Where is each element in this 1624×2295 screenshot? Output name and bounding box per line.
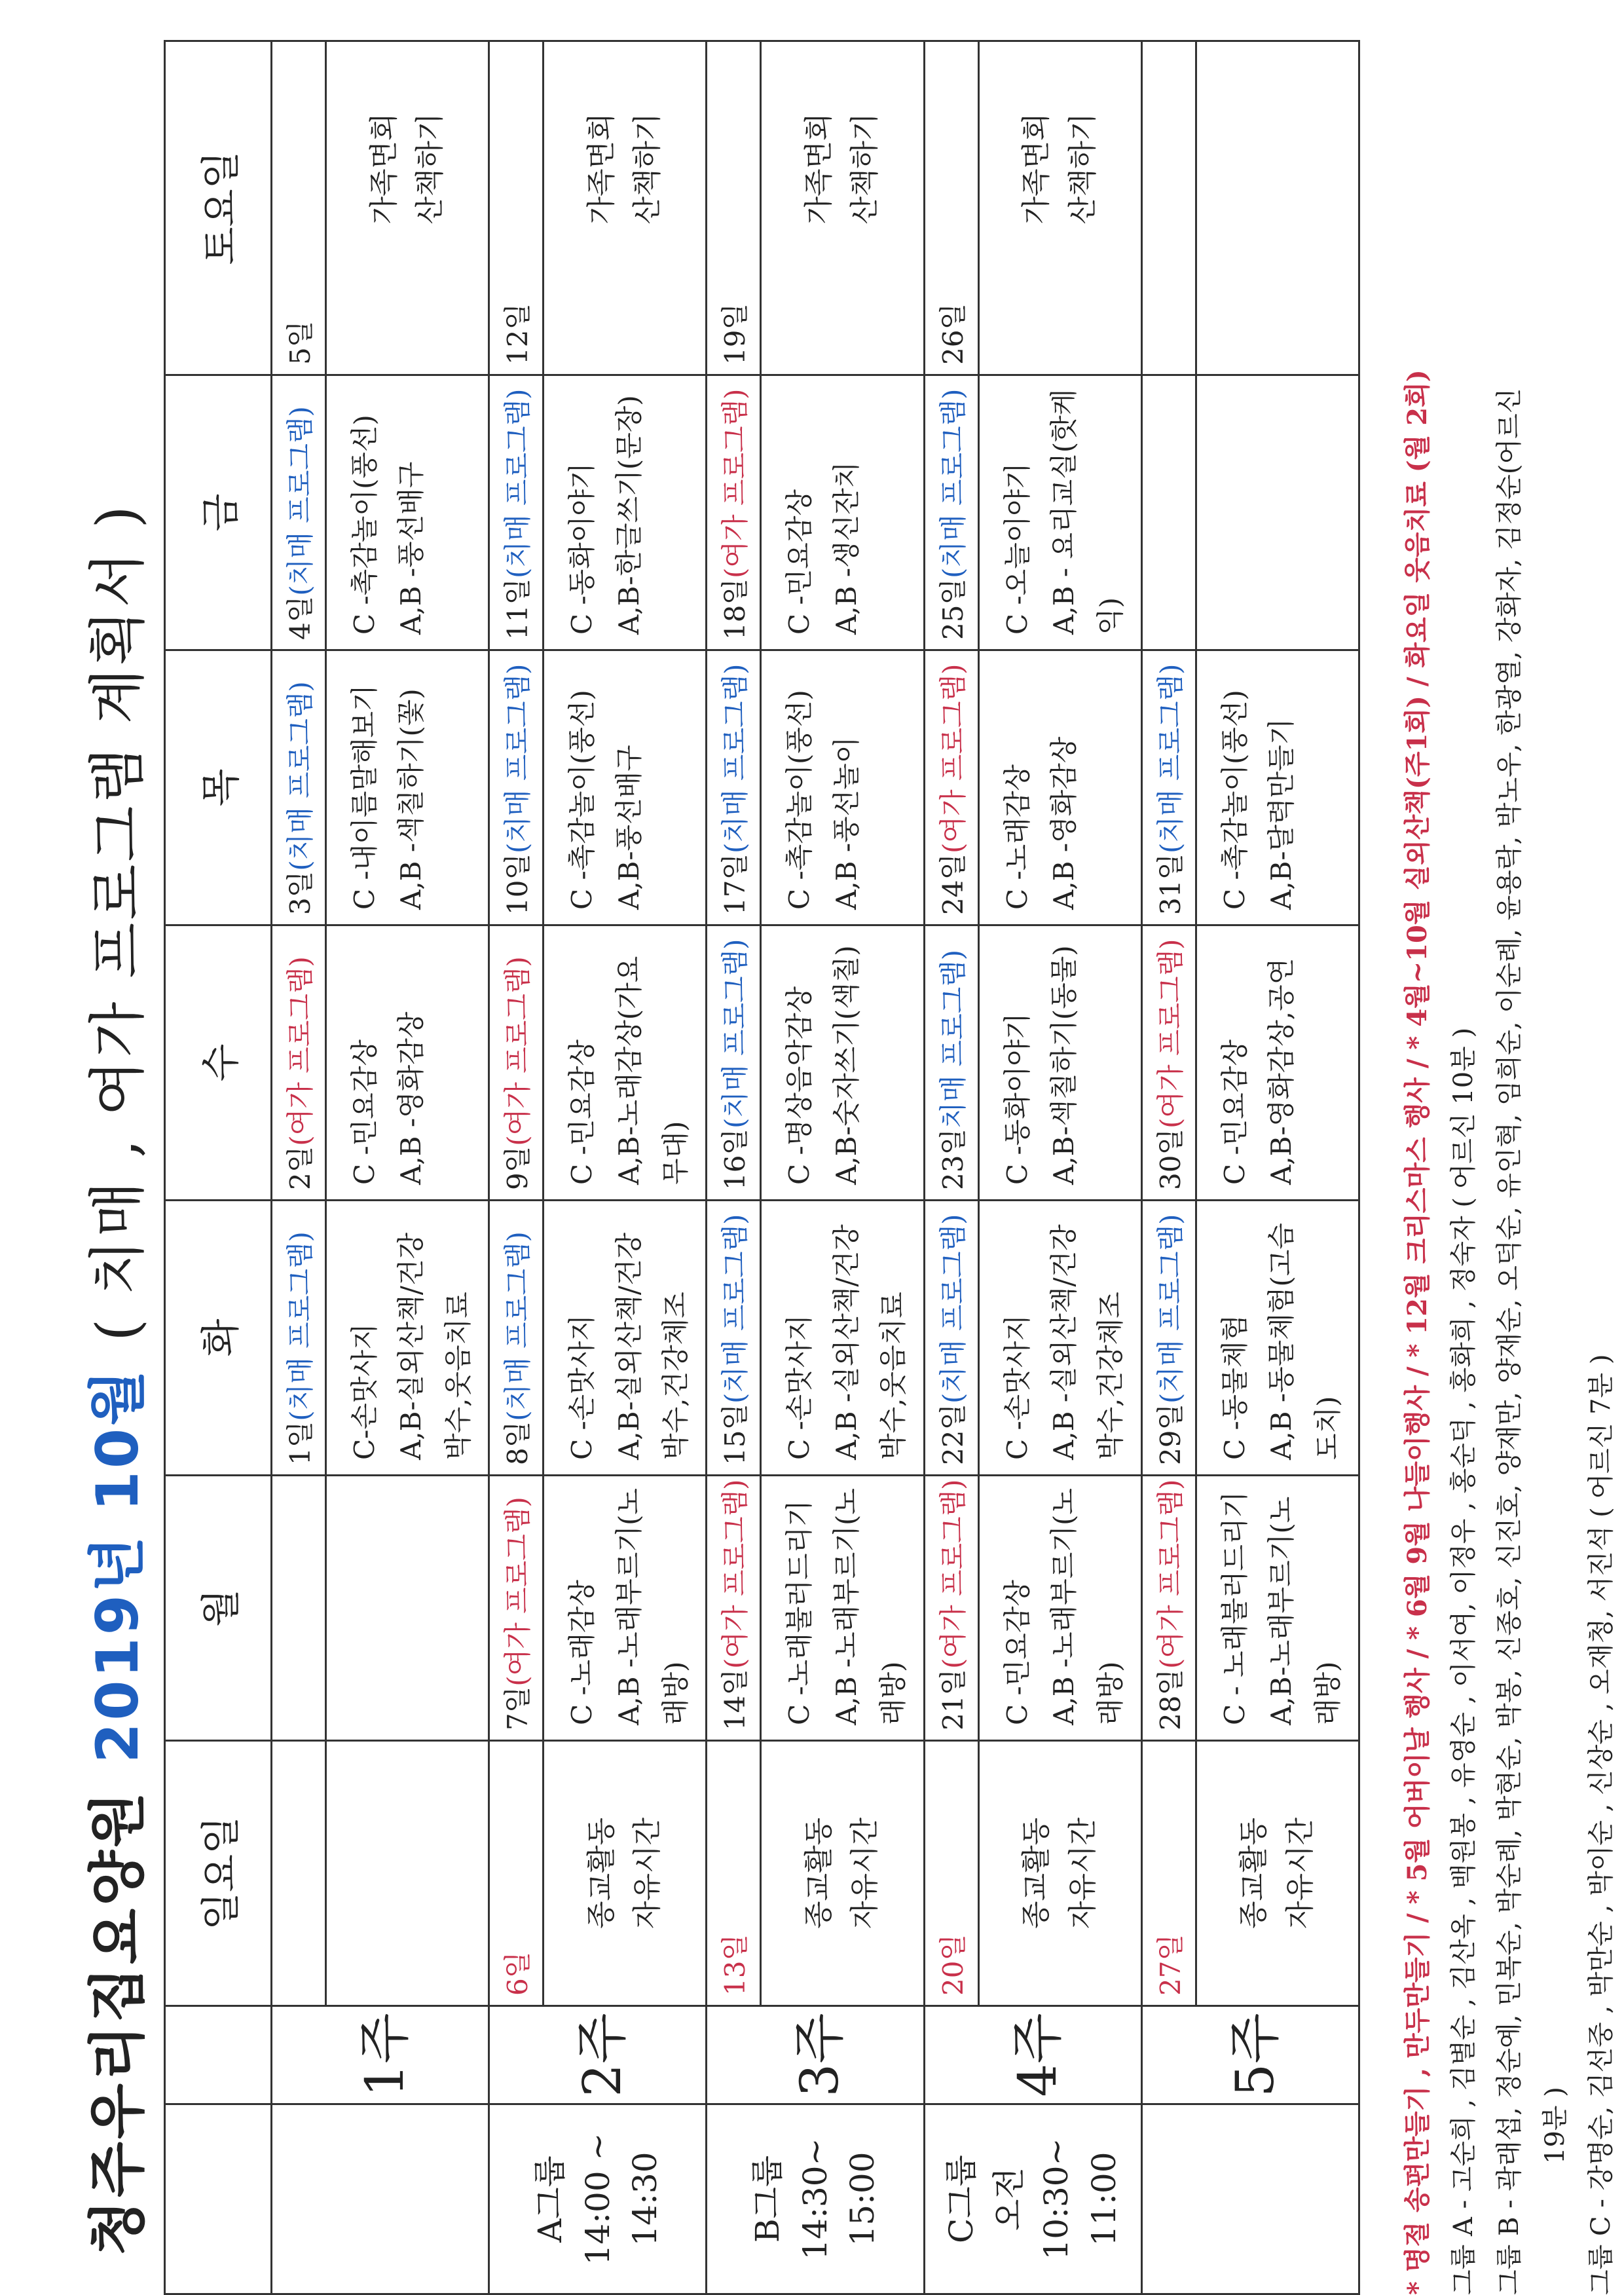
day-date: 4일	[284, 595, 316, 640]
notes-group-b-cont: 19분 )	[1540, 2087, 1570, 2164]
activity-cell: C -민요감상 A,B -영화감상	[326, 925, 489, 1201]
group-cell-blank	[272, 2104, 489, 2294]
activity-cell: C -오늘이야기 A,B - 요리교실(핫케 익)	[978, 375, 1141, 650]
date-row	[707, 41, 761, 2294]
day-date-cell	[1141, 650, 1196, 925]
day-date: 1일	[284, 1421, 316, 1465]
saturday-activity: 가족면회 산책하기	[326, 41, 489, 375]
group-cell	[707, 2104, 924, 2294]
group-cell	[1141, 2104, 1359, 2294]
day-date-cell	[1141, 1741, 1196, 2006]
activity-cell: C -손맛사지 A,B-실외산책/건강 박수,건강체조	[544, 1201, 707, 1476]
day-date-cell	[924, 41, 978, 375]
corner-cell	[165, 2104, 272, 2294]
program-tag: (치매 프로그램)	[936, 1214, 969, 1404]
activity-row	[544, 41, 707, 2294]
activity-cell: C -촉감놀이(풍선) A,B-달력만들기	[1196, 650, 1359, 925]
sunday-activity: 종교활동 자유시간	[978, 1741, 1141, 2006]
program-tag: (치매 프로그램)	[719, 939, 752, 1129]
day-date-cell	[1141, 1201, 1196, 1476]
day-date: 18일	[719, 578, 752, 640]
day-date: 22일	[936, 1403, 969, 1465]
activity-cell: C -노래불러드리기 A,B -노래부르기(노 래방)	[761, 1476, 924, 1741]
day-date: 23일	[936, 1128, 969, 1190]
program-tag: (여가 프로그램)	[502, 956, 534, 1146]
program-tag: (여가 프로그램)	[936, 663, 969, 853]
day-date-cell	[489, 1476, 544, 1741]
program-tag: (치매 프로그램)	[1154, 663, 1187, 853]
activity-cell: C -촉감놀이(풍선) A,B-풍선배구	[544, 650, 707, 925]
activity-cell: C -민요감상 A,B-영화감상,공연	[1196, 925, 1359, 1201]
program-tag: (치매 프로그램)	[284, 681, 316, 871]
day-date: 5일	[284, 320, 316, 365]
day-date-cell	[1141, 375, 1196, 650]
activity-cell	[326, 1476, 489, 1741]
activity-row	[1196, 41, 1359, 2294]
corner-cell-2	[165, 2006, 272, 2104]
day-date: 2일	[284, 1146, 316, 1190]
activity-cell: C -민요감상 A,B-노래감상(가요 무대)	[544, 925, 707, 1201]
day-date: 7일	[502, 1686, 534, 1730]
day-date: 17일	[719, 853, 752, 915]
program-tag: (여가 프로그램)	[502, 1497, 534, 1687]
week-label: 3주	[707, 2006, 924, 2104]
day-date-cell	[924, 650, 978, 925]
schedule-table	[164, 40, 1360, 2295]
day-date: 11일	[502, 578, 534, 640]
date-row	[924, 41, 978, 2294]
day-date-cell	[272, 41, 326, 375]
header-day: 일요일	[165, 1741, 272, 2006]
activity-cell: C -명상음악감상 A,B-숫자쓰기(색칠)	[761, 925, 924, 1201]
day-date: 26일	[936, 303, 969, 365]
day-date: 14일	[719, 1668, 752, 1730]
day-date: 25일	[936, 578, 969, 640]
notes-group-b: 그룹 B - 곽래섭, 정순예, 민복순, 박순례, 박현순, 박봉, 신종호, 신진호, 양재만, 양재순, 오덕순, 유인혁, 임희순, 이순례, 윤용락, 박노우, 한광열, 강화자, 김정순(어르신	[1494, 388, 1524, 2295]
saturday-activity	[1196, 41, 1359, 375]
day-date: 21일	[936, 1668, 969, 1730]
header-row	[165, 41, 272, 2294]
day-date-cell	[924, 1476, 978, 1741]
day-date-cell	[707, 1741, 761, 2006]
day-date-cell	[924, 375, 978, 650]
activity-cell: C -촉감놀이(풍선) A,B -풍선배구	[326, 375, 489, 650]
day-date: 30일	[1154, 1128, 1187, 1190]
date-row	[1141, 41, 1196, 2294]
activity-cell: C -동화이야기 A,B-색칠하기(동물)	[978, 925, 1141, 1201]
activity-cell: C -촉감놀이(풍선) A,B -풍선놀이	[761, 650, 924, 925]
saturday-activity: 가족면회 산책하기	[544, 41, 707, 375]
program-tag: (여가 프로그램)	[936, 1479, 969, 1669]
day-date: 6일	[502, 1951, 534, 1996]
day-date: 3일	[284, 870, 316, 915]
activity-cell: C -동화이야기 A,B-한글쓰기(문장)	[544, 375, 707, 650]
day-date-cell	[272, 1476, 326, 1741]
group-time: 14:00 ~ 14:30	[578, 2133, 664, 2266]
day-date: 24일	[936, 853, 969, 915]
activity-cell	[1196, 375, 1359, 650]
saturday-activity: 가족면회 산책하기	[978, 41, 1141, 375]
sunday-activity	[326, 1741, 489, 2006]
program-tag: (치매 프로그램)	[1154, 1214, 1187, 1404]
activity-cell: C -내이름말해보기 A,B -색칠하기(꽃)	[326, 650, 489, 925]
program-tag: (치매 프로그램)	[284, 1231, 316, 1421]
group-cell	[489, 2104, 707, 2294]
day-date-cell	[1141, 925, 1196, 1201]
date-row	[272, 41, 326, 2294]
program-tag: (여가 프로그램)	[719, 388, 752, 578]
activity-cell: C -노래감상 A,B -노래부르기(노 래방)	[544, 1476, 707, 1741]
header-day: 수	[165, 925, 272, 1201]
day-date-cell	[489, 1741, 544, 2006]
program-tag: (여가 프로그램)	[1154, 1479, 1187, 1669]
day-date-cell	[272, 375, 326, 650]
activity-cell: C - 노래불러드리기 A,B-노래부르기(노 래방)	[1196, 1476, 1359, 1741]
program-tag: (치매 프로그램)	[936, 388, 969, 578]
notes-section	[1395, 29, 1624, 2295]
group-cell	[924, 2104, 1141, 2294]
program-tag: 치매 프로그램)	[936, 949, 969, 1129]
program-tag: (여가 프로그램)	[284, 956, 316, 1146]
program-tag: (치매 프로그램)	[284, 406, 316, 596]
week-label: 5주	[1141, 2006, 1359, 2104]
program-tag: (치매 프로그램)	[502, 1231, 534, 1421]
day-date-cell	[489, 41, 544, 375]
day-date-cell	[1141, 1476, 1196, 1741]
week-label: 4주	[924, 2006, 1141, 2104]
day-date-cell	[924, 925, 978, 1201]
group-name: C그룹	[942, 2155, 981, 2243]
day-date-cell	[272, 1201, 326, 1476]
day-date-cell	[272, 925, 326, 1201]
program-tag: (여가 프로그램)	[1154, 939, 1187, 1129]
day-date-cell	[707, 1201, 761, 1476]
day-date-cell	[924, 1741, 978, 2006]
day-date: 20일	[936, 1933, 969, 1996]
activity-row	[978, 41, 1141, 2294]
group-name: B그룹	[748, 2155, 787, 2243]
header-day: 화	[165, 1201, 272, 1476]
program-tag: (여가 프로그램)	[719, 1479, 752, 1669]
header-day: 목	[165, 650, 272, 925]
notes-events: * 명절 송편만들기 , 만두만들기 / * 5월 어버이날 행사 / * 6월 9월 나들이행사 / * 12월 크리스마스 행사 / * 4월~10월 실외산책(주1회) / 화요일 웃음치료 (월 2회)	[1402, 369, 1433, 2295]
sunday-activity: 종교활동 자유시간	[761, 1741, 924, 2006]
title-month: 2019년 10월	[84, 1367, 151, 1763]
sunday-activity: 종교활동 자유시간	[544, 1741, 707, 2006]
activity-row	[326, 41, 489, 2294]
group-name: A그룹	[531, 2155, 569, 2243]
program-tag: (치매 프로그램)	[719, 1214, 752, 1404]
day-date-cell	[924, 1201, 978, 1476]
activity-cell: C-손맛사지 A,B-실외산책/건강 박수,웃음치료	[326, 1201, 489, 1476]
day-date: 10일	[502, 853, 534, 915]
title-org: 청주우리집요양원	[83, 1789, 151, 2256]
sunday-activity: 종교활동 자유시간	[1196, 1741, 1359, 2006]
day-date-cell	[489, 375, 544, 650]
week-label: 1주	[272, 2006, 489, 2104]
activity-cell: C -민요감상 A,B -노래부르기(노 래방)	[978, 1476, 1141, 1741]
program-tag: (치매 프로그램)	[502, 388, 534, 578]
day-date: 28일	[1154, 1668, 1187, 1730]
day-date: 27일	[1154, 1933, 1187, 1996]
week-label: 2주	[489, 2006, 707, 2104]
day-date-cell	[707, 1476, 761, 1741]
day-date: 16일	[719, 1128, 752, 1190]
day-date: 12일	[502, 303, 534, 365]
activity-cell: C -손맛사지 A,B -실외산책/건강 박수,웃음치료	[761, 1201, 924, 1476]
day-date: 15일	[719, 1403, 752, 1465]
day-date: 9일	[502, 1146, 534, 1190]
day-date-cell	[272, 650, 326, 925]
day-date: 19일	[719, 303, 752, 365]
day-date-cell	[272, 1741, 326, 2006]
day-date: 31일	[1154, 853, 1187, 915]
activity-row	[761, 41, 924, 2294]
day-date: 13일	[719, 1933, 752, 1996]
activity-cell: C -노래감상 A,B -영화감상	[978, 650, 1141, 925]
notes-group-a: 그룹 A - 고순희 , 김별순 , 김산옥 , 백원봉 , 유영순 , 이서여, 이정우 , 홍순덕 , 홍화희 , 정숙자 ( 어르신 10분 )	[1449, 1027, 1479, 2295]
activity-cell: C -민요감상 A,B -생신잔치	[761, 375, 924, 650]
title-kind: ( 치매 , 여가 프로그램 계획서 )	[84, 503, 151, 1341]
activity-cell: C -동물체험 A,B -동물체험(고슴 도치)	[1196, 1201, 1359, 1476]
day-date: 8일	[502, 1421, 534, 1465]
day-date-cell	[707, 925, 761, 1201]
day-date-cell	[489, 650, 544, 925]
day-date-cell	[489, 1201, 544, 1476]
day-date-cell	[1141, 41, 1196, 375]
day-date-cell	[707, 650, 761, 925]
header-day: 토요일	[165, 41, 272, 375]
notes-group-c: 그룹 C - 강명순, 김선중 , 박만순 , 박이순 , 신상순 , 오재청, 서진석 ( 어르신 7분 )	[1586, 1354, 1616, 2295]
saturday-activity: 가족면회 산책하기	[761, 41, 924, 375]
activity-cell: C -손맛사지 A,B -실외산책/건강 박수,건강체조	[978, 1201, 1141, 1476]
day-date-cell	[707, 41, 761, 375]
header-day: 금	[165, 375, 272, 650]
group-time: 오전 10:30~ 11:00	[989, 2138, 1123, 2260]
day-date-cell	[489, 925, 544, 1201]
program-tag: (치매 프로그램)	[502, 663, 534, 853]
program-tag: (치매 프로그램)	[719, 663, 752, 853]
group-time: 14:30~ 15:00	[796, 2138, 882, 2260]
date-row	[489, 41, 544, 2294]
day-date: 29일	[1154, 1403, 1187, 1465]
header-day: 월	[165, 1476, 272, 1741]
page-title	[72, 503, 155, 2256]
day-date-cell	[707, 375, 761, 650]
